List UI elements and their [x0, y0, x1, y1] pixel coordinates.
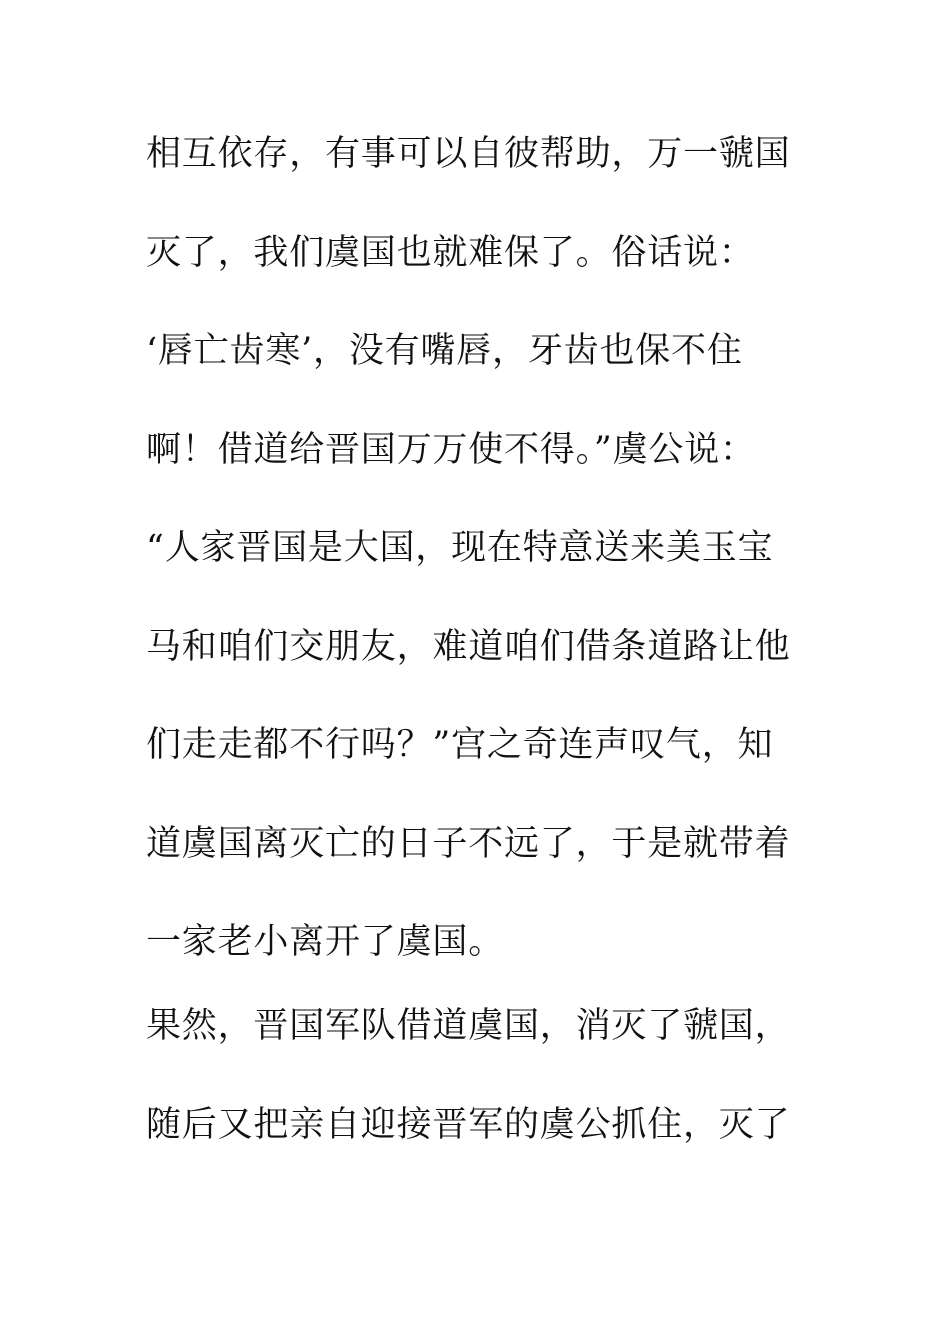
text-line-11: 随后又把亲自迎接晋军的虞公抓住，灭了 [146, 1104, 791, 1145]
text-line-2: 灭了，我们虞国也就难保了。俗话说： [146, 232, 755, 273]
text-line-1: 相互依存，有事可以自彼帮助，万一虢国 [146, 134, 791, 174]
body-text [146, 129, 816, 1198]
text-line-5: “人家晋国是大国，现在特意送来美玉宝 [146, 528, 774, 568]
text-line-6: 马和咱们交朋友，难道咱们借条道路让他 [146, 626, 791, 667]
text-line-10: 果然，晋国军队借道虞国，消灭了虢国， [146, 1006, 791, 1046]
text-line-9: 一家老小离开了虞国。 [146, 922, 505, 962]
text-line-3: ‘唇亡齿寒’，没有嘴唇，牙齿也保不住 [146, 331, 743, 371]
text-line-7: 们走走都不行吗？”宫之奇连声叹气，知 [146, 725, 774, 765]
text-line-4: 啊！借道给晋国万万使不得。”虞公说： [146, 429, 756, 470]
text-line-8: 道虞国离灭亡的日子不远了，于是就带着 [146, 823, 791, 864]
